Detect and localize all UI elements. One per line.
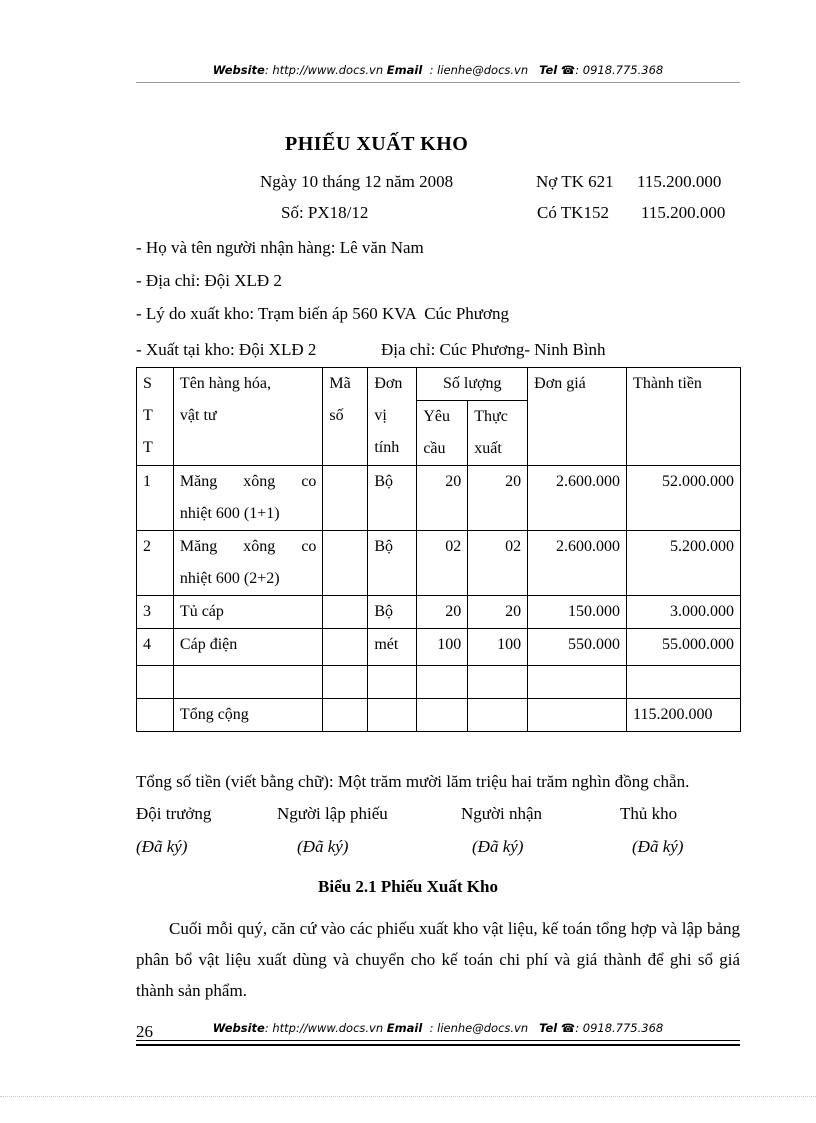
table-row: 1 Măng xông co nhiệt 600 (1+1) Bộ 20 20 2.600.000 52.000.000 [137, 466, 741, 531]
page-header [136, 63, 740, 77]
debit-account: Nợ TK 621 [536, 172, 614, 191]
warehouse-line: - Xuất tại kho: Đội XLĐ 2 [136, 340, 317, 359]
header-amount: Thành tiền [627, 368, 741, 466]
email-value: : lienhe@docs.vn [429, 63, 529, 77]
footer-tel-label: Tel [539, 1021, 558, 1035]
recipient-line: - Họ và tên người nhận hàng: Lê văn Nam [136, 238, 424, 257]
table-empty-row [137, 666, 741, 699]
table-row: 2 Măng xông co nhiệt 600 (2+2) Bộ 02 02 2.600.000 5.200.000 [137, 531, 741, 596]
table-total-row [137, 699, 741, 732]
footer-website-value: : http://www.docs.vn [264, 1021, 384, 1035]
tel-value: : 0918.775.368 [575, 63, 664, 77]
footer-email-value: : lienhe@docs.vn [429, 1021, 529, 1035]
email-label: Email [386, 63, 423, 77]
footer-email-label: Email [386, 1021, 423, 1035]
header-unit-price: Đơn giá [528, 368, 627, 466]
slip-title: PHIẾU XUẤT KHO [285, 133, 469, 155]
website-label: Website [212, 63, 265, 77]
address-line: - Địa chỉ: Đội XLĐ 2 [136, 271, 282, 290]
header-quantity: Số lượng [417, 368, 528, 401]
reason-line: - Lý do xuất kho: Trạm biến áp 560 KVA Cúc Phương [136, 304, 510, 323]
table-row: 3 Tủ cáp Bộ 20 20 150.000 3.000.000 [137, 596, 741, 629]
signature-role-preparer: Người lập phiếu [277, 804, 388, 823]
signature-role-receiver: Người nhận [461, 804, 542, 823]
signature-status-storekeeper: (Đã ký) [632, 837, 684, 856]
table-row: 4 Cáp điện mét 100 100 550.000 55.000.000 [137, 629, 741, 666]
phone-icon: ☎ [560, 63, 576, 77]
signature-status-preparer: (Đã ký) [297, 837, 349, 856]
footer-tel-value: : 0918.775.368 [575, 1021, 664, 1035]
website-value: : http://www.docs.vn [264, 63, 384, 77]
footer-phone-icon: ☎ [560, 1021, 576, 1035]
page-footer [136, 1021, 740, 1035]
header-divider [136, 82, 740, 83]
header-item-name: Tên hàng hóa, vật tư [173, 368, 323, 466]
header-actual: Thực xuất [468, 401, 528, 466]
debit-amount: 115.200.000 [637, 172, 722, 191]
footer-website-label: Website [212, 1021, 265, 1035]
header-code: Mã số [323, 368, 368, 466]
page-number: 26 [136, 1022, 153, 1041]
tel-label: Tel [539, 63, 558, 77]
total-amount: 115.200.000 [627, 699, 741, 732]
warehouse-address: Địa chỉ: Cúc Phương- Ninh Bình [381, 340, 606, 359]
signature-status-team-leader: (Đã ký) [136, 837, 188, 856]
header-stt: S T T [137, 368, 174, 466]
credit-amount: 115.200.000 [641, 203, 726, 222]
items-table [136, 367, 741, 732]
header-requested: Yêu cầu [417, 401, 468, 466]
credit-account: Có TK152 [537, 203, 609, 222]
table-header-row [137, 368, 741, 401]
signature-role-storekeeper: Thủ kho [620, 804, 678, 823]
figure-caption: Biểu 2.1 Phiếu Xuất Kho [318, 877, 498, 896]
slip-date: Ngày 10 tháng 12 năm 2008 [260, 172, 454, 191]
slip-number: Số: PX18/12 [281, 203, 369, 222]
signature-status-receiver: (Đã ký) [472, 837, 524, 856]
page-bottom-edge [0, 1096, 816, 1097]
body-paragraph: Cuối mỗi quý, căn cứ vào các phiếu xuất kho vật liệu, kế toán tổng hợp và lập bảng phân bổ vật liệu xuất dùng và chuyển cho kế toán chi phí và giá thành để ghi sổ giá thành sản phẩm. [136, 919, 740, 1000]
header-unit: Đơn vị tính [368, 368, 417, 466]
footer-divider-thick [136, 1044, 740, 1046]
signature-role-team-leader: Đội trưởng [136, 804, 212, 823]
total-in-words: Tổng số tiền (viết bằng chữ): Một trăm mười lăm triệu hai trăm nghìn đồng chẵn. [136, 772, 690, 791]
total-label: Tổng cộng [173, 699, 323, 732]
footer-divider-thin [136, 1040, 740, 1041]
